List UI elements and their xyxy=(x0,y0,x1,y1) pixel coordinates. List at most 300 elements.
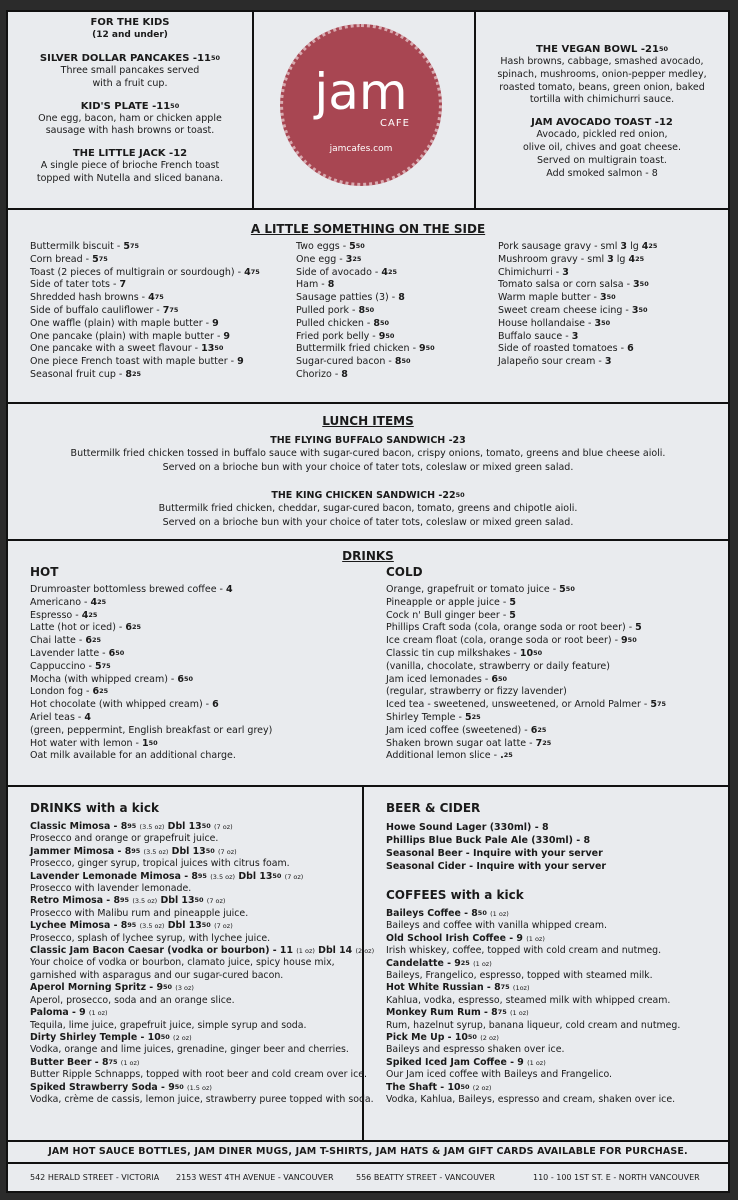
dbl-price: 13 xyxy=(259,870,273,882)
item-name: Baileys Coffee - xyxy=(386,908,472,919)
side-name: Buttermilk biscuit - xyxy=(30,241,124,252)
kick-box xyxy=(8,787,375,1140)
price: 7 xyxy=(119,279,127,291)
item-name: THE VEGAN BOWL xyxy=(535,44,638,55)
side-item xyxy=(30,318,260,331)
price: 4 xyxy=(226,584,233,595)
coffee-item-name xyxy=(386,908,728,920)
price: 8 xyxy=(394,356,402,368)
drink-item xyxy=(30,597,272,610)
price-cents: 50 xyxy=(214,344,224,353)
item-name: Dirty Shirley Temple - xyxy=(30,1031,148,1043)
coffee-item-desc: Baileys and espresso shaken over ice. xyxy=(386,1044,565,1056)
dash: - xyxy=(445,435,453,446)
drink-name: Drumroaster bottomless brewed coffee - xyxy=(30,584,227,595)
dbl-label: Dbl xyxy=(164,920,189,932)
drink-item xyxy=(30,674,272,687)
side-item xyxy=(498,343,657,356)
kids-subtitle: (12 and under) xyxy=(92,30,168,40)
drink-item xyxy=(386,648,666,661)
portion-size: (1.5 oz) xyxy=(187,1083,212,1092)
price: 10 xyxy=(447,1081,461,1093)
price: 9 xyxy=(454,957,461,969)
price-cents: 95 xyxy=(197,871,207,880)
drink-name: Mocha (with whipped cream) - xyxy=(30,673,178,685)
beer-title: BEER & CIDER xyxy=(386,801,481,815)
beer-size: (330ml) xyxy=(489,822,532,833)
item-price: 23 xyxy=(452,435,466,446)
side-item xyxy=(30,305,260,318)
price-cents: 75 xyxy=(98,254,108,263)
price: 5 xyxy=(509,596,516,608)
side-item xyxy=(296,254,435,267)
kids-item-desc: Three small pancakes served xyxy=(60,65,200,76)
drink-item xyxy=(30,712,272,725)
item-name: Pick Me Up - xyxy=(386,1032,455,1044)
price-cents: 50 xyxy=(148,738,158,747)
kick-item-desc: Prosecco and orange or grapefruit juice. xyxy=(30,833,219,845)
price: 10 xyxy=(147,1031,161,1043)
price: 8 xyxy=(341,368,348,380)
price: 6 xyxy=(212,699,219,711)
price-cents: 75 xyxy=(154,293,164,302)
price: 3 xyxy=(345,253,353,265)
price: 3 xyxy=(633,279,640,291)
drinks-title: DRINKS xyxy=(342,549,394,563)
portion-size: (1 oz) xyxy=(490,910,509,918)
drink-name: London fog - xyxy=(30,686,93,698)
sides-column-3 xyxy=(498,241,657,369)
price: 6 xyxy=(530,724,538,736)
dbl-label: Dbl xyxy=(235,870,260,882)
lunch-item-desc: Buttermilk fried chicken tossed in buffalo sauce with sugar-cured bacon, crispy onions, tomato, greens and blue cheese aioli. xyxy=(70,448,666,459)
beer-item xyxy=(386,834,728,847)
drink-item xyxy=(386,725,666,738)
kids-title: FOR THE KIDS xyxy=(90,17,170,28)
dbl-cents: 50 xyxy=(194,896,204,905)
kick-item-name xyxy=(30,871,362,883)
price: 9 xyxy=(517,1056,524,1068)
vegan-item-desc: Avocado, pickled red onion, xyxy=(536,129,668,141)
drink-name: Shaken brown sugar oat latte - xyxy=(386,737,536,749)
cold-list xyxy=(386,584,666,763)
price: 3 xyxy=(604,356,612,368)
item-name: Classic Jam Bacon Caesar (vodka or bourbon) - xyxy=(30,945,280,957)
kids-item-desc: topped with Nutella and sliced banana. xyxy=(36,172,224,184)
price-cents: 50 xyxy=(379,318,390,327)
lunch-item-name xyxy=(8,490,728,502)
locations-row xyxy=(8,1164,728,1191)
logo-cafe: CAFE xyxy=(380,118,410,129)
price-cents: 75 xyxy=(500,983,510,992)
price: 3 xyxy=(631,304,639,316)
price-cents: 50 xyxy=(477,909,487,917)
price-cents: 25 xyxy=(97,597,107,606)
side-item xyxy=(296,331,435,344)
portion-size: (7 oz) xyxy=(214,922,233,931)
kick-item-name xyxy=(30,1057,362,1069)
portion-size: (3.5 oz) xyxy=(143,847,169,856)
menu-page xyxy=(6,10,730,1193)
price-cents: 50 xyxy=(160,1032,170,1041)
portion-size: (1 oz) xyxy=(120,1058,140,1067)
side-item xyxy=(30,267,260,280)
sides-title: A LITTLE SOMETHING ON THE SIDE xyxy=(250,222,486,236)
item-price: 12 xyxy=(173,148,188,160)
price-cents: 25 xyxy=(503,751,513,760)
kick-item-name xyxy=(30,1032,362,1044)
price-cents: 25 xyxy=(99,687,109,696)
coffee-item-desc: Baileys and coffee with vanilla whipped cream. xyxy=(386,920,607,932)
portion-size: (7 oz) xyxy=(218,847,237,856)
beer-item xyxy=(386,847,728,860)
price: 5 xyxy=(635,622,642,634)
price-cents: 75 xyxy=(250,267,260,276)
price: 8 xyxy=(494,982,501,994)
price: 8 xyxy=(120,821,128,832)
item-name: Lavender Lemonade Mimosa - xyxy=(30,870,192,882)
side-item xyxy=(498,305,657,318)
price-cents: 75 xyxy=(101,661,111,670)
dbl-price: 14 xyxy=(339,945,353,957)
price: 3 xyxy=(599,292,607,304)
coffee-item-name xyxy=(386,958,728,970)
drink-name: Ice cream float (cola, orange soda or root beer) - xyxy=(386,635,622,647)
price-cents: 50 xyxy=(627,636,637,645)
kick-item-desc: Vodka, crème de cassis, lemon juice, strawberry puree topped with soda. xyxy=(30,1093,374,1105)
price-cents: 50 xyxy=(385,331,395,340)
side-size: lg xyxy=(613,253,629,265)
side-item xyxy=(498,292,657,305)
kick-item-desc: garnished with asparagus and our sugar-cured bacon. xyxy=(30,969,284,981)
price: 4 xyxy=(81,609,89,621)
drink-name: Jam iced lemonades - xyxy=(386,673,492,685)
alcohol-section xyxy=(8,787,728,1142)
drink-name: Hot chocolate (with whipped cream) - xyxy=(30,699,213,711)
price: 8 xyxy=(125,368,132,380)
portion-size: (2 oz) xyxy=(173,1033,192,1042)
kick-item-name xyxy=(30,821,362,833)
price-cents: 75 xyxy=(497,1008,507,1017)
item-name: THE KING CHICKEN SANDWICH xyxy=(271,490,436,501)
price-cents: 50 xyxy=(606,293,616,302)
kick-item-desc: Prosecco with lavender lemonade. xyxy=(30,883,192,895)
coffee-item-desc: Rum, hazelnut syrup, banana liqueur, cold cream and nutmeg. xyxy=(386,1019,681,1031)
price-cents: 50 xyxy=(115,648,125,657)
side-item xyxy=(296,292,435,305)
portion-size: (1 oz) xyxy=(527,1058,546,1067)
coffee-item-desc: Our Jam iced coffee with Baileys and Frangelico. xyxy=(386,1069,613,1081)
side-name: Chorizo - xyxy=(296,368,342,380)
price: 9 xyxy=(237,356,244,368)
cold-title: COLD xyxy=(386,565,423,579)
kick-item-name xyxy=(30,846,362,858)
price: 7 xyxy=(535,737,543,749)
kids-item-desc: One egg, bacon, ham or chicken apple xyxy=(38,112,222,124)
drink-name: Chai latte - xyxy=(30,635,86,647)
price-cents: 50 xyxy=(565,585,575,593)
side-name: Side of roasted tomatoes - xyxy=(498,343,628,355)
dash: - xyxy=(651,117,659,129)
kick-item-desc: Prosecco, ginger syrup, tropical juices with citrus foam. xyxy=(30,858,290,870)
vegan-box xyxy=(474,12,728,208)
price: 8 xyxy=(120,920,128,932)
side-name: Corn bread - xyxy=(30,253,93,265)
item-name: The Shaft - xyxy=(386,1081,448,1093)
item-name: KID'S PLATE xyxy=(80,100,149,112)
kids-item-name xyxy=(8,101,252,113)
portion-size: (7 oz) xyxy=(284,872,304,881)
item-cents: 50 xyxy=(658,45,668,53)
price: 3 xyxy=(571,330,579,342)
item-name: Butter Beer - xyxy=(30,1056,102,1068)
drink-item xyxy=(30,738,272,751)
drink-item xyxy=(386,635,666,648)
vegan-item-desc: roasted tomato, beans, green onion, baked xyxy=(499,81,705,93)
side-name: Fried pork belly - xyxy=(296,330,379,342)
price: 8 xyxy=(113,895,120,907)
side-item xyxy=(30,356,260,369)
dbl-label: Dbl xyxy=(164,821,189,832)
price-cents: 25 xyxy=(635,254,645,263)
price-cents: 50 xyxy=(174,1082,184,1091)
coffee-item-desc: Baileys, Frangelico, espresso, topped with steamed milk. xyxy=(386,970,653,982)
price-cents: 75 xyxy=(129,242,139,250)
side-name: Mushroom gravy - sml xyxy=(498,253,608,265)
price: 9 xyxy=(79,1007,86,1019)
cold-column xyxy=(386,565,666,763)
price-cents: 50 xyxy=(638,305,648,314)
price-cents: 25 xyxy=(537,725,547,734)
coffee-item-name xyxy=(386,1032,728,1044)
item-name: Paloma - xyxy=(30,1007,80,1019)
item-price: 11 xyxy=(197,53,212,64)
coffee-item-name xyxy=(386,1007,728,1019)
vegan-item-desc: Served on multigrain toast. xyxy=(537,154,667,166)
price-cents: 75 xyxy=(657,700,667,709)
drink-name: (green, peppermint, English breakfast or earl grey) xyxy=(30,724,273,736)
coffee-item-name xyxy=(386,933,728,945)
drink-name: (regular, strawberry or fizzy lavender) xyxy=(386,686,567,698)
side-item xyxy=(296,318,435,331)
price: 5 xyxy=(94,660,102,672)
sides-column-1 xyxy=(30,241,260,382)
portion-size: (3 oz) xyxy=(175,984,194,993)
side-item xyxy=(296,305,435,318)
price-cents: 50 xyxy=(639,280,649,289)
kick-title: DRINKS with a kick xyxy=(30,801,159,815)
item-cents: 50 xyxy=(170,101,180,110)
portion-size: (1 oz) xyxy=(473,959,492,968)
price: 4 xyxy=(148,292,155,304)
lunch-list xyxy=(8,435,728,530)
price: 4 xyxy=(84,711,91,723)
price-cents: 50 xyxy=(467,1033,477,1042)
portion-size: (7 oz) xyxy=(206,897,226,906)
kids-item-name xyxy=(8,148,252,160)
price-cents: 95 xyxy=(131,846,141,855)
drink-item xyxy=(386,597,666,610)
item-price: 22 xyxy=(442,490,456,501)
kick-item-desc: Vodka, orange and lime juices, grenadine, ginger beer and cherries. xyxy=(30,1044,349,1056)
drink-name: Orange, grapefruit or tomato juice - xyxy=(386,584,560,595)
side-name: House hollandaise - xyxy=(498,317,595,329)
item-cents: 50 xyxy=(455,491,465,499)
drink-name: Espresso - xyxy=(30,609,82,621)
side-name: Side of avocado - xyxy=(296,266,382,278)
item-name: Spiked Strawberry Soda - xyxy=(30,1081,169,1093)
item-name: Hot White Russian - xyxy=(386,982,495,994)
lunch-item-desc: Served on a brioche bun with your choice of tater tots, coleslaw or mixed green salad. xyxy=(162,462,574,473)
side-name: Jalapeño sour cream - xyxy=(498,356,605,368)
portion-size: (1 oz) xyxy=(296,947,315,956)
beer-name: Howe Sound Lager xyxy=(386,822,490,833)
price: 9 xyxy=(223,330,231,342)
side-name: Buffalo sauce - xyxy=(498,330,572,342)
price: 9 xyxy=(516,932,523,944)
portion-size: (2 oz) xyxy=(355,947,375,956)
price: 5 xyxy=(465,711,472,723)
beer-name: Seasonal Beer - Inquire with your server xyxy=(386,848,603,859)
sides-column-2 xyxy=(296,241,435,382)
kick-list xyxy=(30,821,375,1106)
drink-item xyxy=(30,686,272,699)
price: 9 xyxy=(378,330,386,342)
price-cents: 25 xyxy=(352,254,362,263)
drink-item xyxy=(386,584,666,597)
price: 5 xyxy=(123,241,130,252)
price: 9 xyxy=(212,317,219,329)
dash: - xyxy=(435,490,443,501)
drink-name: Americano - xyxy=(30,596,91,608)
portion-size: (1 oz) xyxy=(526,934,545,943)
side-name: Ham - xyxy=(296,279,328,291)
price: 8 xyxy=(101,1056,109,1068)
price: 6 xyxy=(92,686,100,698)
coffee-list xyxy=(386,908,728,1107)
logo-url: jamcafes.com xyxy=(329,144,393,154)
kick-item-name xyxy=(30,920,362,932)
drink-name: Latte (hot or iced) - xyxy=(30,622,126,634)
portion-size: (3.5 oz) xyxy=(139,823,165,831)
drink-name: Jam iced coffee (sweetened) - xyxy=(386,724,531,736)
kids-item-desc: sausage with hash browns or toast. xyxy=(45,125,215,137)
dbl-cents: 50 xyxy=(201,822,211,830)
drink-item xyxy=(30,622,272,635)
side-name: Sweet cream cheese icing - xyxy=(498,304,632,316)
price-cents: 95 xyxy=(127,921,137,930)
drink-name: Oat milk available for an additional charge. xyxy=(30,750,236,762)
location: 2153 WEST 4TH AVENUE - VANCOUVER xyxy=(176,1173,334,1182)
price: 6 xyxy=(108,647,116,659)
price-cents: 50 xyxy=(601,318,611,327)
price-cents: 50 xyxy=(533,648,543,657)
price: 9 xyxy=(419,343,426,355)
dbl-price: 13 xyxy=(188,920,202,932)
side-name: Pulled pork - xyxy=(296,304,359,316)
price: 4 xyxy=(244,266,251,278)
kids-list xyxy=(8,53,252,186)
drink-item xyxy=(30,610,272,623)
drink-name: Iced tea - sweetened, unsweetened, or Arnold Palmer - xyxy=(386,699,651,711)
dbl-label: Dbl xyxy=(157,895,182,907)
drink-item xyxy=(386,699,666,712)
drink-name: Cappuccino - xyxy=(30,660,95,672)
side-name: Seasonal fruit cup - xyxy=(30,368,126,380)
location: 542 HERALD STREET - VICTORIA xyxy=(30,1173,160,1182)
price: 5 xyxy=(92,253,99,265)
price-cents: 25 xyxy=(132,623,142,632)
lunch-item-name xyxy=(8,435,728,447)
side-item xyxy=(30,369,260,382)
side-name: One egg - xyxy=(296,253,346,265)
price: 3 xyxy=(620,241,628,252)
item-cents: 50 xyxy=(211,54,221,62)
price: 1 xyxy=(142,737,149,749)
beer-price: - 8 xyxy=(531,822,549,833)
side-item xyxy=(498,318,657,331)
side-name: Pulled chicken - xyxy=(296,317,374,329)
kids-item-name xyxy=(8,53,252,65)
beer-list xyxy=(386,821,728,873)
vegan-item-desc: tortilla with chimichurri sauce. xyxy=(529,94,675,106)
side-item xyxy=(30,254,260,267)
side-name: Pork sausage gravy - sml xyxy=(498,241,621,252)
side-item xyxy=(30,331,260,344)
price-cents: 95 xyxy=(120,896,130,905)
price-cents: 75 xyxy=(169,305,179,314)
drink-item xyxy=(30,648,272,661)
drink-name: Shirley Temple - xyxy=(386,711,465,723)
side-item xyxy=(30,343,260,356)
side-name: One piece French toast with maple butter - xyxy=(30,356,238,368)
drink-item xyxy=(386,686,666,699)
drink-item xyxy=(386,712,666,725)
portion-size: (7 oz) xyxy=(214,823,233,831)
location: 110 - 100 1ST ST. E - NORTH VANCOUVER xyxy=(533,1173,700,1182)
kick-item-desc: Your choice of vodka or bourbon, clamato juice, spicy house mix, xyxy=(30,957,335,969)
price-cents: 50 xyxy=(355,242,365,250)
item-name: THE LITTLE JACK xyxy=(72,148,166,160)
kick-item-name xyxy=(30,895,362,907)
sides-section xyxy=(8,210,728,404)
price: 5 xyxy=(650,699,658,711)
kick-item-name xyxy=(30,1082,362,1094)
drink-item xyxy=(386,610,666,623)
price: 3 xyxy=(562,266,569,278)
side-name: Buttermilk fried chicken - xyxy=(296,343,420,355)
hot-title: HOT xyxy=(30,565,59,579)
price-cents: 50 xyxy=(401,357,411,366)
price: 10 xyxy=(454,1032,468,1044)
price-cents: 50 xyxy=(365,305,375,314)
vegan-item-name xyxy=(476,44,728,56)
price: 10 xyxy=(519,647,534,659)
price-cents: 50 xyxy=(425,344,435,353)
side-item xyxy=(296,343,435,356)
drinks-section xyxy=(8,541,728,787)
price: 6 xyxy=(125,622,132,634)
drink-name: Lavender latte - xyxy=(30,647,109,659)
price: . xyxy=(500,750,504,762)
drink-item xyxy=(386,622,666,635)
beer-price: - 8 xyxy=(572,835,591,846)
price: 9 xyxy=(156,982,163,994)
portion-size: (1oz) xyxy=(512,984,530,993)
kick-item-name xyxy=(30,945,375,957)
side-item xyxy=(296,356,435,369)
side-name: One pancake with a sweet flavour - xyxy=(30,343,202,355)
